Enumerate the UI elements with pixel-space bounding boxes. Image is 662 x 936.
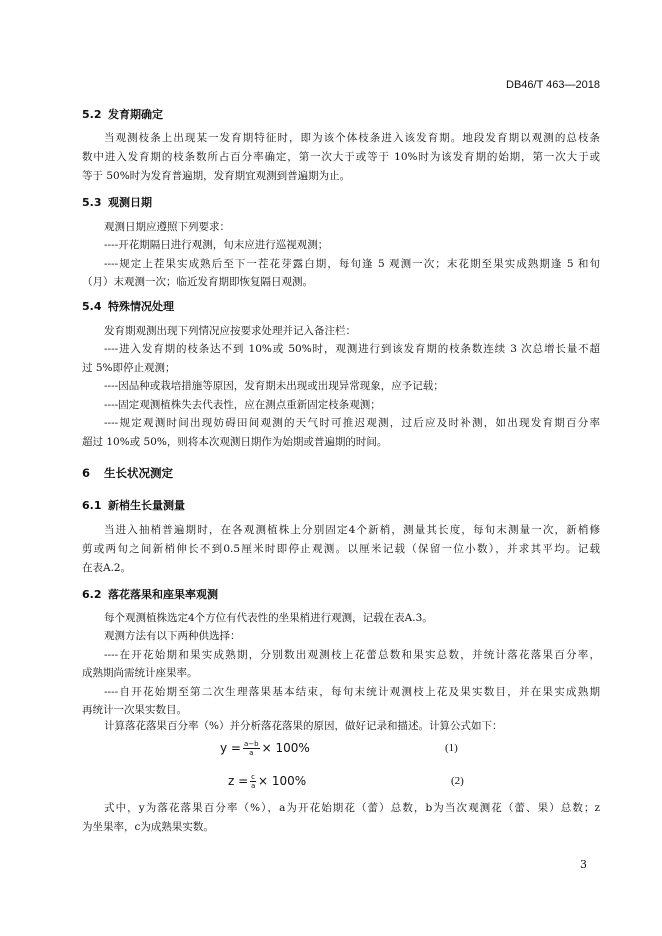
section-title: 特殊情况处理 bbox=[108, 300, 174, 313]
formula-fraction bbox=[250, 773, 256, 790]
formula-rhs: × 100% bbox=[261, 741, 310, 755]
paragraph-line: 在表A.2。 bbox=[82, 562, 132, 574]
section-number: 6.1 bbox=[82, 499, 102, 512]
list-item: ----固定观测植株失去代表性，应在测点重新固定枝条观测； bbox=[104, 399, 381, 411]
section-number: 6.2 bbox=[82, 588, 102, 601]
list-item-continuation: 过 5%即停止观测； bbox=[82, 362, 176, 374]
formula-fraction bbox=[243, 740, 260, 757]
section-number: 5.2 bbox=[82, 108, 102, 121]
paragraph-line: 等于 50%时为发育普遍期，发育期宜观测到普遍期为止。 bbox=[82, 170, 351, 182]
list-item: ----进入发育期的枝条达不到 10%或 50%时，观测进行到该发育期的枝条数连续 3 次总增长量不超 bbox=[104, 343, 600, 355]
paragraph-line: 数中进入发育期的枝条数所占百分率确定，第一次大于或等于 10%时为该发育期的始期，第一次大于或 bbox=[82, 151, 600, 163]
formula-lhs: y = bbox=[220, 741, 241, 755]
section-5-3-heading bbox=[82, 194, 152, 210]
chapter-number: 6 bbox=[82, 466, 91, 480]
section-number: 5.3 bbox=[82, 196, 102, 209]
section-title: 落花落果和座果率观测 bbox=[108, 588, 218, 601]
equation-number: (1) bbox=[445, 742, 458, 754]
equation-number: (2) bbox=[451, 775, 464, 787]
paragraph-line: 式中，y为落花落果百分率（%），a为开花始期花（蕾）总数，b为当次观测花（蕾、果）总数；z bbox=[104, 802, 600, 814]
formula-rhs: × 100% bbox=[258, 774, 307, 788]
list-item: ----规定观测时间出现妨碍田间观测的天气时可推迟观测，过后应及时补测，如出现发育期百分率 bbox=[104, 417, 600, 429]
paragraph-line: 观测日期应遵照下列要求： bbox=[104, 221, 230, 233]
paragraph-line: 为坐果率，c为成熟果实数。 bbox=[82, 821, 214, 833]
paragraph-line: 当进入抽梢普遍期时，在各观测植株上分别固定4个新梢，测量其长度，每旬末测量一次，新梢修 bbox=[104, 524, 600, 536]
list-item: ----自开花始期至第二次生理落果基本结束，每旬末统计观测枝上花及果实数目，并在果实成熟期 bbox=[104, 686, 600, 698]
fraction-denominator: a bbox=[250, 782, 256, 790]
list-item: ----因品种或栽培措施等原因，发育期未出现或出现异常现象，应予记载； bbox=[104, 380, 444, 392]
section-5-4-heading bbox=[82, 298, 174, 314]
section-title: 发育期确定 bbox=[108, 108, 163, 121]
section-6-2-heading bbox=[82, 586, 218, 602]
formula-1 bbox=[220, 740, 310, 757]
paragraph-line: 观测方法有以下两种供选择： bbox=[104, 630, 241, 642]
chapter-title: 生长状况测定 bbox=[104, 466, 173, 480]
standard-code: DB46/T 463—2018 bbox=[506, 79, 600, 91]
list-item-continuation: 成熟期尚需统计座果率。 bbox=[82, 667, 198, 679]
list-item-continuation: （月）末观测一次；临近发育期即恢复隔日观测。 bbox=[82, 276, 313, 288]
paragraph-line: 剪或两旬之间新梢伸长不到0.5厘米时即停止观测。以厘米记载（保留一位小数），并求其平均。记载 bbox=[82, 543, 600, 555]
fraction-numerator: c bbox=[251, 773, 256, 781]
fraction-numerator: a−b bbox=[243, 740, 259, 748]
section-number: 5.4 bbox=[82, 300, 102, 313]
paragraph-line: 计算落花落果百分率（%）并分析落花落果的原因，做好记录和描述。计算公式如下： bbox=[104, 720, 503, 732]
list-item-continuation: 再统计一次果实数目。 bbox=[82, 704, 187, 716]
section-title: 观测日期 bbox=[108, 196, 152, 209]
formula-2 bbox=[228, 773, 306, 790]
page-number: 3 bbox=[580, 858, 587, 871]
list-item: ----开花期隔日进行观测，旬末应进行巡视观测； bbox=[104, 239, 329, 251]
paragraph-line: 每个观测植株选定4个方位有代表性的坐果梢进行观测，记载在表A.3。 bbox=[104, 612, 433, 624]
list-item: ----在开花始期和果实成熟期，分别数出观测枝上花蕾总数和果实总数，并统计落花落果百分率， bbox=[104, 649, 600, 661]
list-item: ----规定上茬果实成熟后至下一茬花芽露白期，每旬逢 5 观测一次；末花期至果实成熟期逢 5 和旬 bbox=[104, 258, 600, 270]
fraction-denominator: a bbox=[249, 749, 254, 757]
chapter-6-heading bbox=[82, 465, 173, 481]
section-title: 新梢生长量测量 bbox=[108, 499, 185, 512]
list-item-continuation: 超过 10%或 50%，则将本次观测日期作为始期或普遍期的时间。 bbox=[82, 436, 388, 448]
paragraph-line: 发育期观测出现下列情况应按要求处理并记入备注栏： bbox=[104, 325, 356, 337]
paragraph-line: 当观测枝条上出现某一发育期特征时，即为该个体枝条进入该发育期。地段发育期以观测的总枝条 bbox=[104, 132, 600, 144]
section-5-2-heading bbox=[82, 106, 163, 122]
formula-lhs: z = bbox=[228, 774, 249, 788]
section-6-1-heading bbox=[82, 497, 185, 513]
